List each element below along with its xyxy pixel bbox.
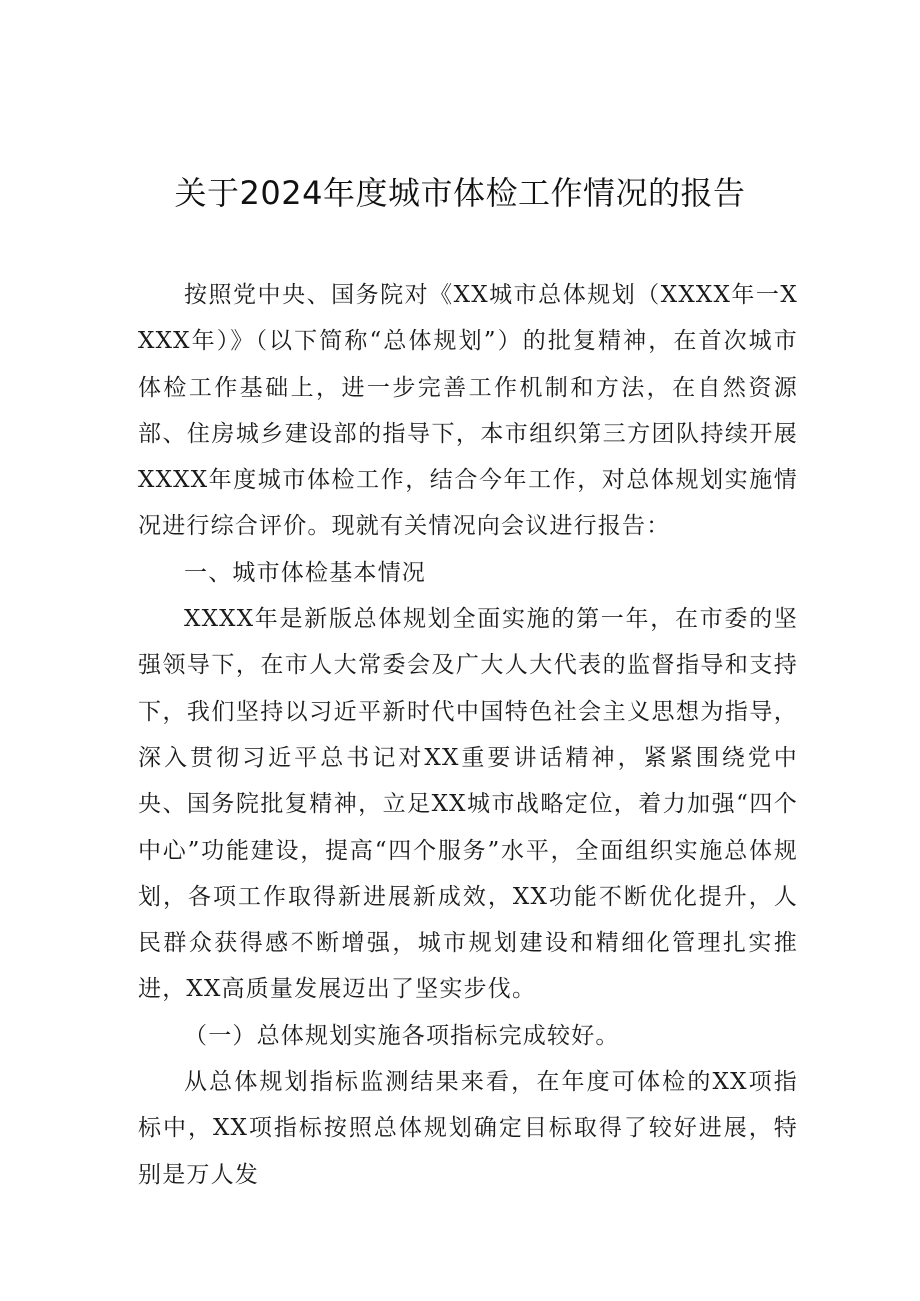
document-body — [138, 272, 798, 1198]
paragraph-section-1: XXXX年是新版总体规划全面实施的第一年，在市委的坚强领导下，在市人大常委会及广大人大代表的监督指导和支持下，我们坚持以习近平新时代中国特色社会主义思想为指导，深入贯彻习近平总书记对XX重要讲话精神，紧紧围绕党中央、国务院批复精神，立足XX城市战略定位，着力加强“四个中心”功能建设，提高“四个服务”水平，全面组织实施总体规划，各项工作取得新进展新成效，XX功能不断优化提升，人民群众获得感不断增强，城市规划建设和精细化管理扎实推进，XX高质量发展迈出了坚实步伐。 — [138, 606, 798, 1003]
paragraph-subsection-1: 从总体规划指标监测结果来看，在年度可体检的XX项指标中，XX项指标按照总体规划确定目标取得了较好进展，特别是万人发 — [138, 1069, 798, 1188]
section-heading-1: 一、城市体检基本情况 — [184, 559, 426, 586]
document-title: 关于2024年度城市体检工作情况的报告 — [174, 174, 746, 212]
subsection-heading-1: （一）总体规划实施各项指标完成较好。 — [184, 1022, 620, 1049]
paragraph-intro: 按照党中央、国务院对《XX城市总体规划（XXXX年一XXXX年）》（以下简称“总体规划”）的批复精神，在首次城市体检工作基础上，进一步完善工作机制和方法，在自然资源部、住房城乡建设部的指导下，本市组织第三方团队持续开展XXXX年度城市体检工作，结合今年工作，对总体规划实施情况进行综合评价。现就有关情况向会议进行报告： — [138, 282, 798, 540]
